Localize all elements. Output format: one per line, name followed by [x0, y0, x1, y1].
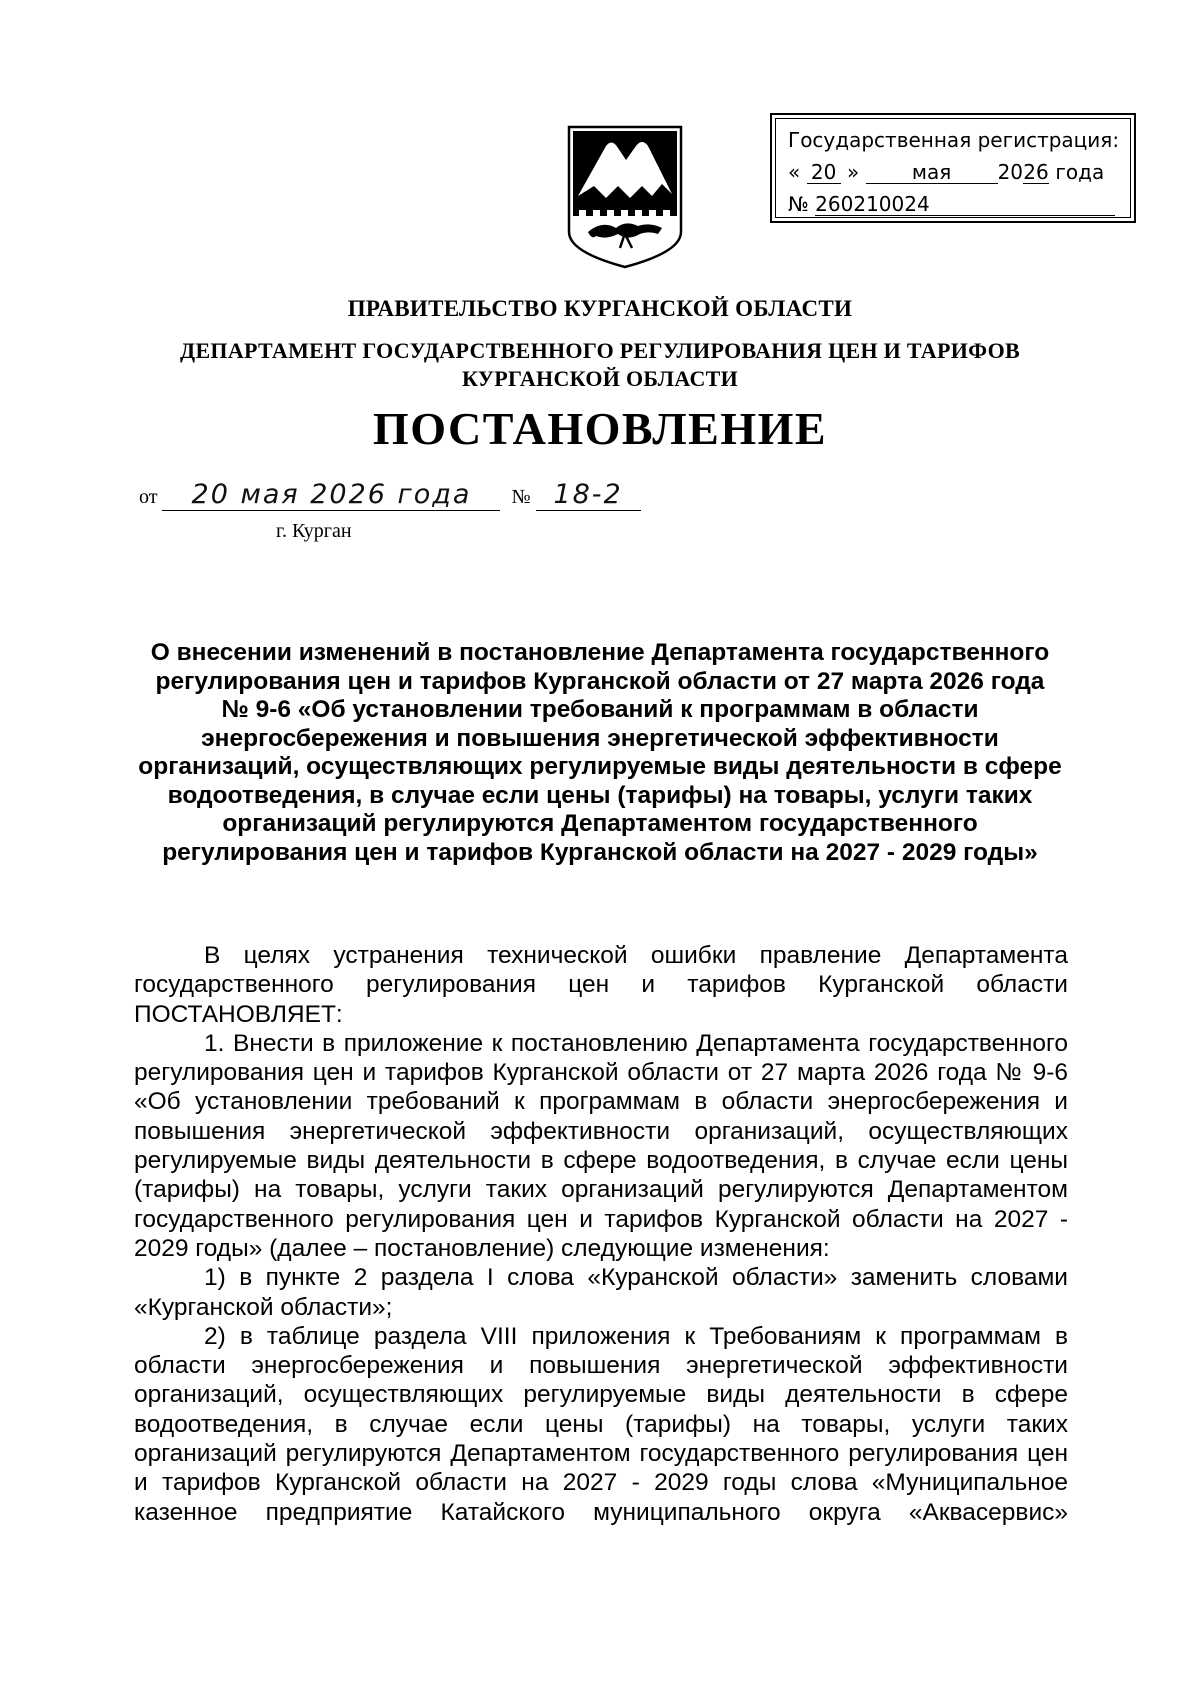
subject-line: О внесении изменений в постановление Департамента государственного — [150, 639, 1050, 666]
registration-day-close: » — [846, 160, 860, 184]
registration-label: Государственная регистрация: — [788, 128, 1120, 152]
paragraph-item-1-1: 1) в пункте 2 раздела I слова «Куранской области» заменить словами «Курганской области»; — [134, 1264, 1068, 1321]
registration-number-line — [788, 189, 1122, 221]
issue-number-handwritten: 18-2 — [553, 479, 623, 510]
registration-number: 260210024 — [815, 193, 1115, 216]
coat-of-arms-emblem — [566, 124, 684, 270]
registration-month: мая — [866, 161, 998, 184]
document-type-title: ПОСТАНОВЛЕНИЕ — [372, 403, 828, 454]
registration-year-prefix: 20 — [997, 160, 1024, 184]
issue-date-handwritten: 20 мая 2026 года — [191, 479, 472, 510]
subject-line: водоотведения, в случае если цены (тарифы) на товары, услуги таких — [167, 781, 1033, 809]
registration-year-suffix: 26 — [1023, 160, 1049, 184]
subject-line: № 9-6 «Об установлении требований к программам в области — [221, 696, 979, 723]
government-name: ПРАВИТЕЛЬСТВО КУРГАНСКОЙ ОБЛАСТИ — [347, 296, 853, 321]
issue-city: г. Курган — [276, 520, 352, 542]
document-body — [134, 941, 1068, 1527]
department-name-line2: КУРГАНСКОЙ ОБЛАСТИ — [461, 366, 739, 391]
preamble-decree-word: ПОСТАНОВЛЯЕТ: — [134, 1000, 343, 1028]
preamble-line: государственного регулирования цен и тарифов Курганской области — [134, 971, 1068, 999]
registration-date — [788, 157, 1122, 189]
preamble-line: В целях устранения технической ошибки правление Департамента — [204, 942, 1068, 969]
paragraph-item-1: 1. Внести в приложение к постановлению Департамента государственного регулирования цен и тарифов Курганской области от 27 марта 2026 года № 9-6 «Об установлении требований к программам в области энергосбережения и повышения энергетической эффективности организаций, осуществляющих регулируемые виды деятельности в сфере водоотведения, в случае если цены (тарифы) на товары, услуги таких организаций регулируются Департаментом государственного регулирования цен и тарифов Курганской области на 2027 - 2029 годы» (далее – постановление) следующие изменения: — [134, 1029, 1068, 1262]
registration-stamp-box — [770, 113, 1136, 223]
subject-line: энергосбережения и повышения энергетической эффективности — [201, 724, 999, 752]
registration-day-open: « — [788, 160, 801, 184]
subject-line: организаций, осуществляющих регулируемые виды деятельности в сфере — [138, 753, 1062, 780]
issue-from-label: от — [139, 486, 158, 508]
registration-number-label: № — [788, 192, 809, 216]
subject-line: организаций регулируются Департаментом государственного — [222, 810, 978, 837]
issue-number-label: № — [511, 486, 531, 508]
issue-date-line — [139, 479, 641, 511]
paragraph-item-1-2: 2) в таблице раздела VIII приложения к Требованиям к программам в области энергосбережения и повышения энергетической эффективности организаций, осуществляющих регулируемые виды деятельности в сфере водоотведения, в случае если цены (тарифы) на товары, услуги таких организаций регулируются Департаментом государственного регулирования цен и тарифов Курганской области на 2027 - 2029 годы слова «Муниципальное казенное предприятие Катайского муниципального округа «Аквасервис» — [134, 1322, 1068, 1526]
registration-year-word: года — [1055, 160, 1105, 184]
department-name-line1: ДЕПАРТАМЕНТ ГОСУДАРСТВЕННОГО РЕГУЛИРОВАНИЯ ЦЕН И ТАРИФОВ — [180, 338, 1020, 363]
document-subject — [120, 639, 1080, 867]
subject-line: регулирования цен и тарифов Курганской области от 27 марта 2026 года — [155, 667, 1045, 695]
department-name — [0, 337, 1200, 393]
subject-line: регулирования цен и тарифов Курганской области на 2027 - 2029 годы» — [162, 838, 1038, 866]
registration-day: 20 — [807, 161, 841, 184]
